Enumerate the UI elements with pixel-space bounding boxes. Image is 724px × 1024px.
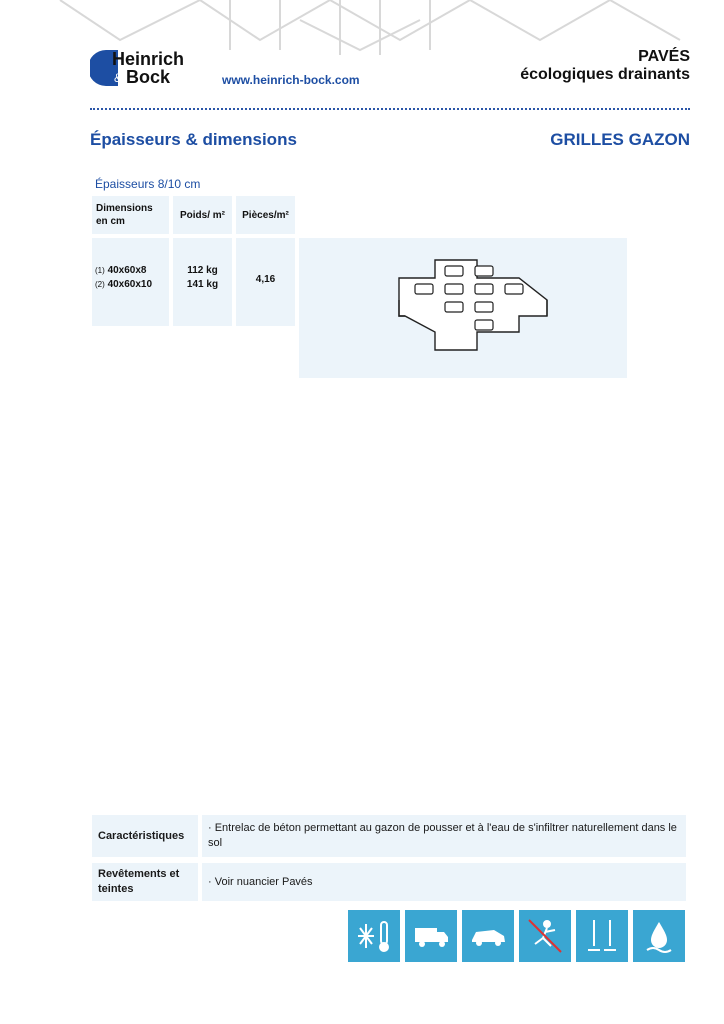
svg-text:Heinrich: Heinrich	[112, 49, 185, 69]
dimensions-cell	[92, 238, 169, 326]
product-drawing-box	[299, 238, 627, 378]
document-title	[520, 48, 690, 84]
poids-row-1: 112 kg	[187, 265, 218, 276]
no-slip-icon	[519, 910, 571, 962]
poids-row-2: 141 kg	[186, 279, 219, 290]
website-link[interactable]: www.heinrich-bock.com	[222, 73, 360, 87]
header-pieces: Pièces/m²	[236, 196, 295, 234]
feature-value-finishes: · Voir nuancier Pavés	[202, 863, 686, 901]
title-line-1: PAVÉS	[638, 48, 690, 65]
broom-icon	[576, 910, 628, 962]
dimension-row-1: (1) 40x60x8	[95, 265, 147, 276]
svg-text:&: &	[114, 71, 123, 85]
feature-label-finishes: Revêtements et teintes	[92, 863, 198, 901]
product-category: GRILLES GAZON	[550, 130, 690, 149]
svg-text:Bock: Bock	[126, 67, 171, 87]
feature-label-characteristics: Caractéristiques	[92, 815, 198, 857]
dotted-divider	[90, 108, 690, 110]
section-title: Épaisseurs & dimensions	[90, 130, 297, 149]
feature-value-characteristics: · Entrelac de béton permettant au gazon de pousser et à l'eau de s'infiltrer naturellement dans le sol	[202, 815, 686, 857]
snowflake-thermometer-icon	[348, 910, 400, 962]
pieces-cell: 4,16	[236, 238, 295, 326]
header-dimensions: Dimensions en cm	[92, 196, 169, 234]
title-line-2: écologiques drainants	[520, 66, 690, 83]
header-poids: Poids/ m²	[173, 196, 232, 234]
poids-cell	[173, 238, 232, 326]
car-icon	[462, 910, 514, 962]
grass-grid-paver-drawing	[299, 238, 627, 378]
dimension-row-2: (2) 40x60x10	[95, 279, 153, 290]
table-caption: Épaisseurs 8/10 cm	[95, 177, 201, 191]
truck-icon	[405, 910, 457, 962]
water-drops-icon	[633, 910, 685, 962]
heinrich-bock-logo	[90, 48, 220, 88]
usage-icons	[348, 910, 685, 962]
